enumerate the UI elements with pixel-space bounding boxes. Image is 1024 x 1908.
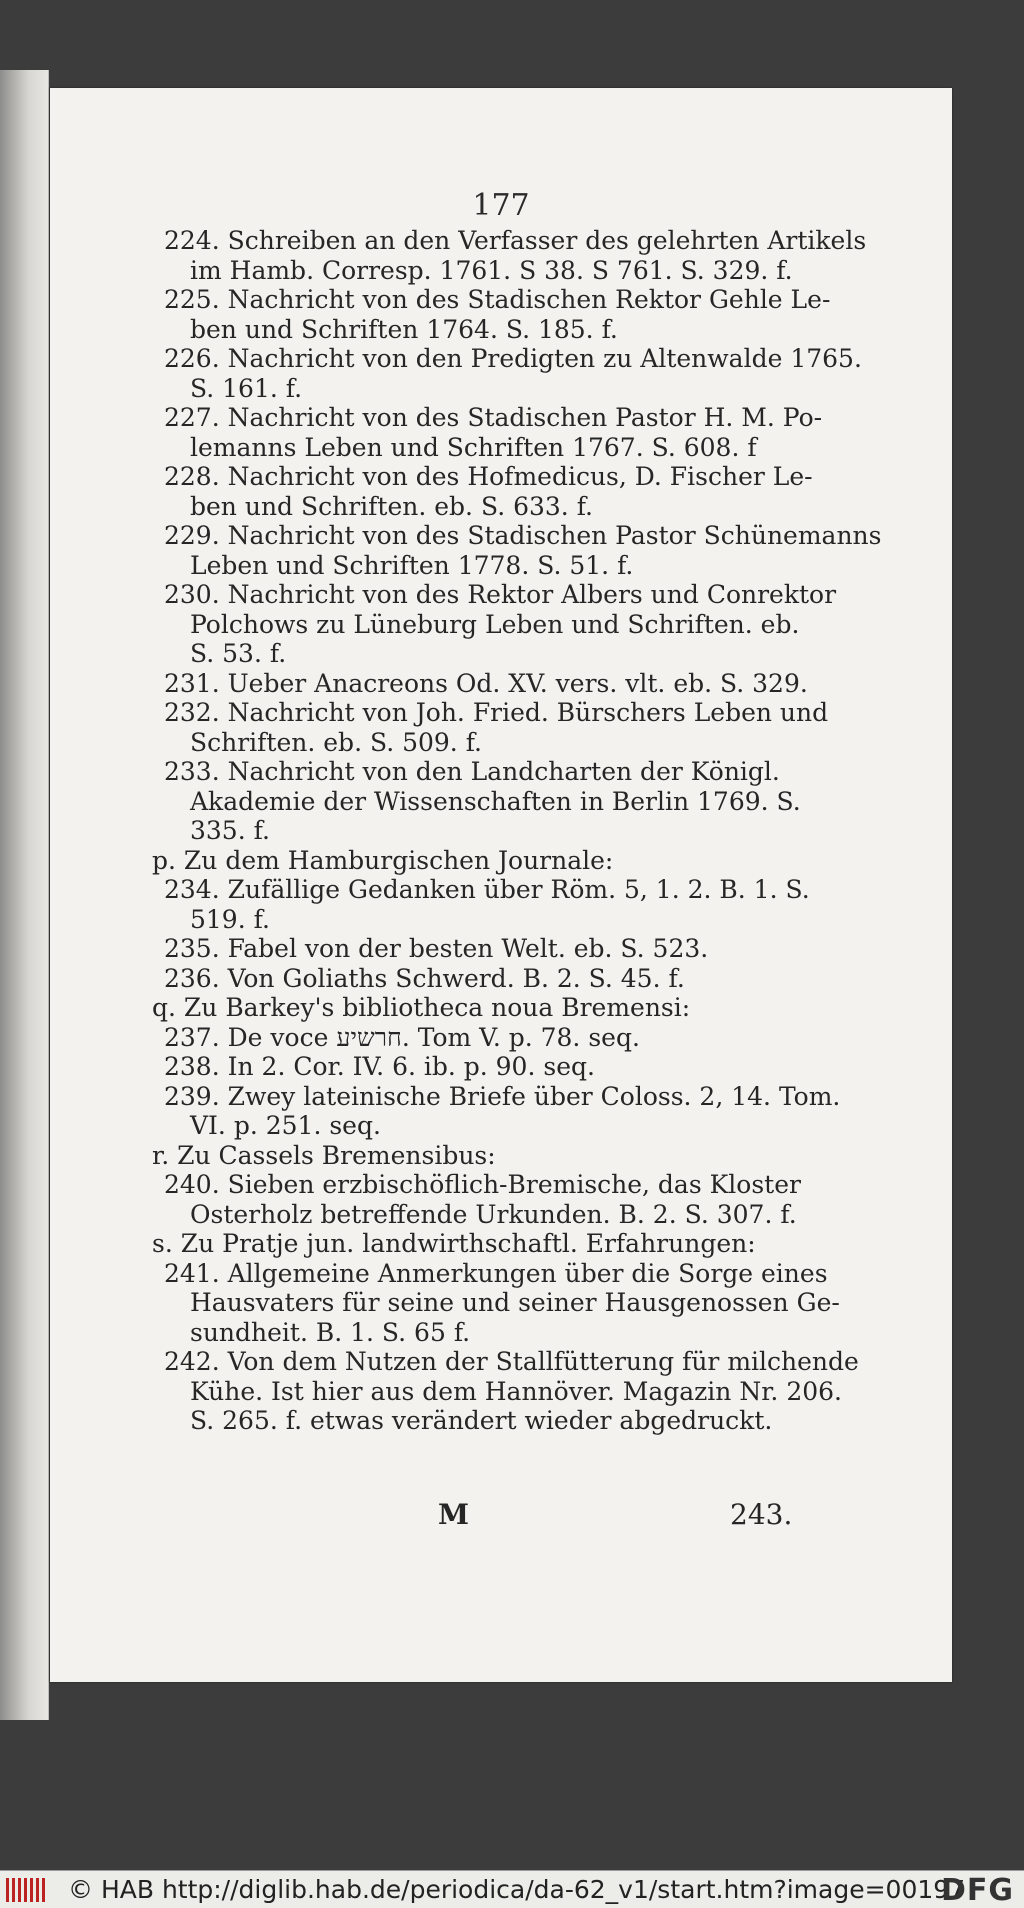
catalog-entry xyxy=(98,698,830,757)
copyright-link[interactable]: © HAB http://diglib.hab.de/periodica/da-62_v1/start.htm?image=00197 xyxy=(68,1875,966,1904)
catalog-entry xyxy=(98,757,830,846)
entry-line: 240. Sieben erzbischöflich-Bremische, das Kloster xyxy=(164,1170,801,1199)
catalog-entry xyxy=(98,875,830,934)
entry-line: S. 161. f. xyxy=(190,373,303,403)
entry-line: Schriften. eb. S. 509. f. xyxy=(190,727,483,757)
entry-line: r. Zu Cassels Bremensibus: xyxy=(152,1140,496,1170)
viewer-footer-bar xyxy=(0,1870,1024,1908)
signature-mark: M xyxy=(438,1498,469,1531)
entry-line: 242. Von dem Nutzen der Stallfütterung für milchende xyxy=(164,1347,859,1376)
section-heading xyxy=(98,1229,830,1259)
entry-line: Polchows zu Lüneburg Leben und Schriften. eb. xyxy=(190,609,800,639)
catalog-entry xyxy=(98,580,837,669)
entry-line: p. Zu dem Hamburgischen Journale: xyxy=(152,845,614,875)
catalog-entry xyxy=(98,226,867,285)
entry-line: lemanns Leben und Schriften 1767. S. 608. f xyxy=(190,432,757,462)
entry-line: 234. Zufällige Gedanken über Röm. 5, 1. 2. B. 1. S. xyxy=(164,875,810,904)
entry-line: 233. Nachricht von den Landcharten der Königl. xyxy=(164,757,780,786)
entry-line: 225. Nachricht von des Stadischen Rektor Gehle Le- xyxy=(164,285,831,314)
entry-line: VI. p. 251. seq. xyxy=(190,1111,381,1140)
entry-line: ben und Schriften. eb. S. 633. f. xyxy=(190,491,594,521)
entry-line: Osterholz betreffende Urkunden. B. 2. S. 307. f. xyxy=(190,1199,797,1229)
catalog-entry xyxy=(98,403,830,462)
catalog-entry xyxy=(98,934,830,964)
entry-list xyxy=(98,226,882,1436)
entry-line: 238. In 2. Cor. IV. 6. ib. p. 90. seq. xyxy=(164,1052,595,1081)
entry-line: 230. Nachricht von des Rektor Albers und Conrektor xyxy=(164,580,837,609)
section-heading xyxy=(98,846,830,876)
entry-line: S. 265. f. etwas verändert wieder abgedruckt. xyxy=(190,1406,773,1435)
entry-line: Leben und Schriften 1778. S. 51. f. xyxy=(190,550,634,580)
entry-line: 237. De voce חרשיע. Tom V. p. 78. seq. xyxy=(164,1022,640,1052)
entry-line: 235. Fabel von der besten Welt. eb. S. 523. xyxy=(164,934,709,963)
entry-line: 228. Nachricht von des Hofmedicus, D. Fischer Le- xyxy=(164,462,813,491)
entry-line: sundheit. B. 1. S. 65 f. xyxy=(190,1317,471,1347)
book-edge xyxy=(0,70,49,1720)
section-heading xyxy=(98,993,830,1023)
entry-line: 239. Zwey lateinische Briefe über Coloss. 2, 14. Tom. xyxy=(164,1081,841,1111)
entry-line: s. Zu Pratje jun. landwirthschaftl. Erfahrungen: xyxy=(152,1229,756,1258)
entry-line: q. Zu Barkey's bibliotheca noua Bremensi: xyxy=(152,993,691,1022)
catalog-entry xyxy=(98,285,830,344)
entry-line: 241. Allgemeine Anmerkungen über die Sorge eines xyxy=(164,1258,828,1288)
section-heading xyxy=(98,1141,830,1171)
catalog-entry xyxy=(98,344,862,403)
entry-line: Hausvaters für seine und seiner Hausgenossen Ge- xyxy=(190,1288,840,1317)
entry-line: ben und Schriften 1764. S. 185. f. xyxy=(190,314,618,344)
entry-line: S. 53. f. xyxy=(190,639,287,668)
entry-line: 224. Schreiben an den Verfasser des gelehrten Artikels xyxy=(164,226,867,255)
page-number: 177 xyxy=(472,188,530,223)
dfg-logo: DFG xyxy=(940,1873,1014,1908)
catalog-entry xyxy=(98,521,882,580)
catalog-entry xyxy=(98,964,830,994)
entry-line: im Hamb. Corresp. 1761. S 38. S 761. S. 329. f. xyxy=(190,255,793,285)
entry-line: 231. Ueber Anacreons Od. XV. vers. vlt. eb. S. 329. xyxy=(164,668,808,698)
entry-line: Kühe. Ist hier aus dem Hannöver. Magazin Nr. 206. xyxy=(190,1376,842,1406)
catalog-entry xyxy=(98,1081,841,1141)
catalog-entry xyxy=(98,1052,830,1082)
catalog-entry xyxy=(98,669,830,699)
entry-line: Akademie der Wissenschaften in Berlin 1769. S. xyxy=(190,786,801,816)
entry-line: 229. Nachricht von des Stadischen Pastor Schünemanns xyxy=(164,521,882,550)
catalog-entry xyxy=(98,1170,830,1229)
catalog-entry xyxy=(98,1023,830,1053)
catalog-entry xyxy=(98,1347,859,1436)
catchword: 243. xyxy=(730,1498,793,1531)
entry-line: 335. f. xyxy=(190,816,270,845)
catalog-entry xyxy=(98,1258,840,1348)
catalog-entry xyxy=(98,462,830,521)
hab-logo-icon xyxy=(6,1876,58,1904)
entry-line: 227. Nachricht von des Stadischen Pastor H. M. Po- xyxy=(164,403,823,432)
entry-line: 519. f. xyxy=(190,904,270,934)
scanned-page xyxy=(50,88,952,1682)
entry-line: 232. Nachricht von Joh. Fried. Bürschers Leben und xyxy=(164,698,829,727)
entry-line: 236. Von Goliaths Schwerd. B. 2. S. 45. f. xyxy=(164,963,685,993)
entry-line: 226. Nachricht von den Predigten zu Altenwalde 1765. xyxy=(164,344,862,373)
